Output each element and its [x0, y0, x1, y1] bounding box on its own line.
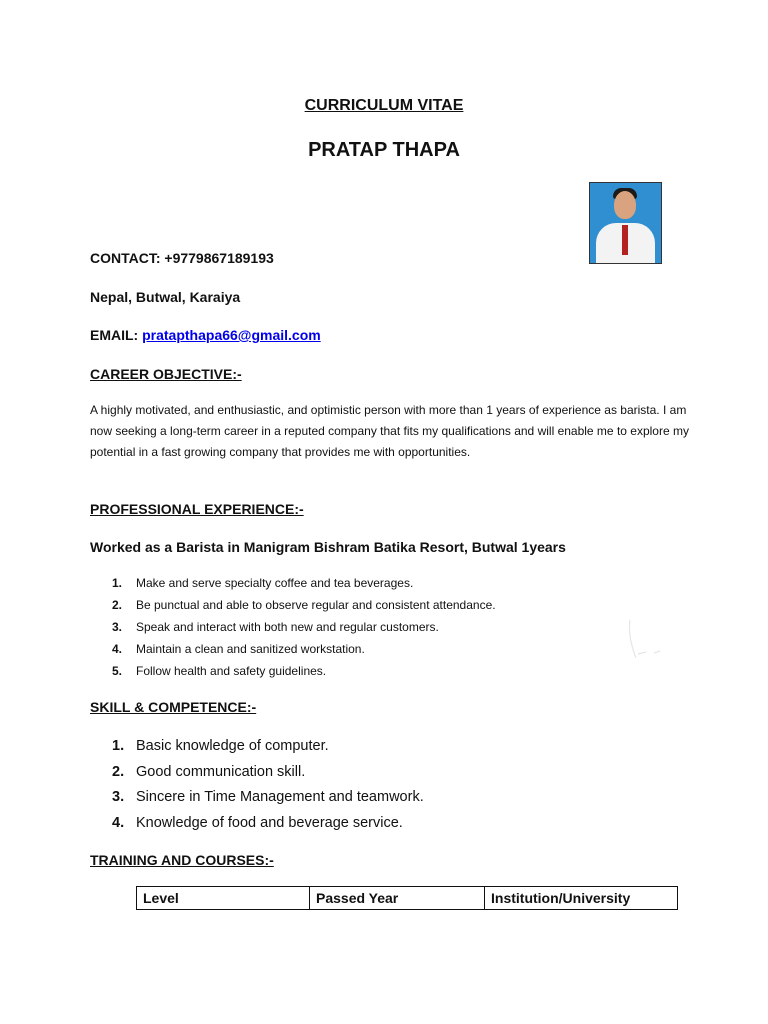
list-text: Speak and interact with both new and regular customers.: [136, 620, 439, 634]
list-text: Make and serve specialty coffee and tea beverages.: [136, 576, 414, 590]
faint-scribble-mark: [624, 618, 664, 678]
list-item: [92, 638, 496, 660]
column-header-passed-year: Passed Year: [310, 887, 485, 910]
skills-list: [92, 734, 424, 836]
column-header-level: Level: [137, 887, 310, 910]
list-number: 2.: [112, 763, 125, 780]
list-item: [92, 785, 424, 811]
list-item: [92, 734, 424, 760]
career-objective-text: A highly motivated, and enthusiastic, and optimistic person with more than 1 years of experience as barista. I am now seeking a long-term career in a reputed company that fits my qualifications and will enable me to explore my potential in a fast growing company that provides me with opportunities.: [90, 403, 689, 459]
skills-heading: SKILL & COMPETENCE:-: [90, 699, 257, 715]
contact-line: CONTACT: +9779867189193: [90, 250, 274, 266]
list-number: 2.: [112, 598, 123, 612]
career-objective-heading: CAREER OBJECTIVE:-: [90, 366, 242, 382]
document-title: CURRICULUM VITAE: [304, 97, 464, 114]
training-heading: TRAINING AND COURSES:-: [90, 852, 274, 868]
list-item: [92, 572, 496, 594]
column-header-institution: Institution/University: [485, 887, 678, 910]
list-number: 4.: [112, 642, 123, 656]
list-text: Good communication skill.: [136, 763, 306, 780]
list-number: 3.: [112, 620, 123, 634]
candidate-name: PRATAP THAPA: [308, 139, 460, 161]
profile-photo: [589, 182, 662, 264]
experience-role: Worked as a Barista in Manigram Bishram Batika Resort, Butwal 1years: [90, 539, 566, 555]
list-item: [92, 760, 424, 786]
list-text: Follow health and safety guidelines.: [136, 664, 327, 678]
list-text: Knowledge of food and beverage service.: [136, 814, 403, 831]
list-number: 1.: [112, 738, 125, 754]
list-number: 1.: [112, 576, 123, 590]
list-item: [92, 616, 496, 638]
email-label: EMAIL:: [90, 327, 139, 343]
email-link[interactable]: pratapthapa66@gmail.com: [142, 327, 321, 343]
training-table: [136, 886, 678, 910]
email-line: [90, 327, 321, 343]
list-text: Sincere in Time Management and teamwork.: [136, 789, 424, 805]
experience-list: [92, 572, 496, 682]
experience-heading: PROFESSIONAL EXPERIENCE:-: [90, 501, 304, 517]
list-text: Be punctual and able to observe regular and consistent attendance.: [136, 598, 496, 612]
list-number: 4.: [112, 814, 125, 831]
photo-face: [614, 191, 636, 219]
address-line: Nepal, Butwal, Karaiya: [90, 289, 241, 305]
list-item: [92, 660, 496, 682]
list-number: 5.: [112, 664, 123, 678]
list-text: Maintain a clean and sanitized workstation.: [136, 642, 365, 656]
list-item: [92, 594, 496, 616]
table-header-row: [137, 887, 678, 910]
list-text: Basic knowledge of computer.: [136, 738, 329, 754]
photo-tie: [622, 225, 628, 255]
list-number: 3.: [112, 789, 125, 805]
list-item: [92, 811, 424, 837]
